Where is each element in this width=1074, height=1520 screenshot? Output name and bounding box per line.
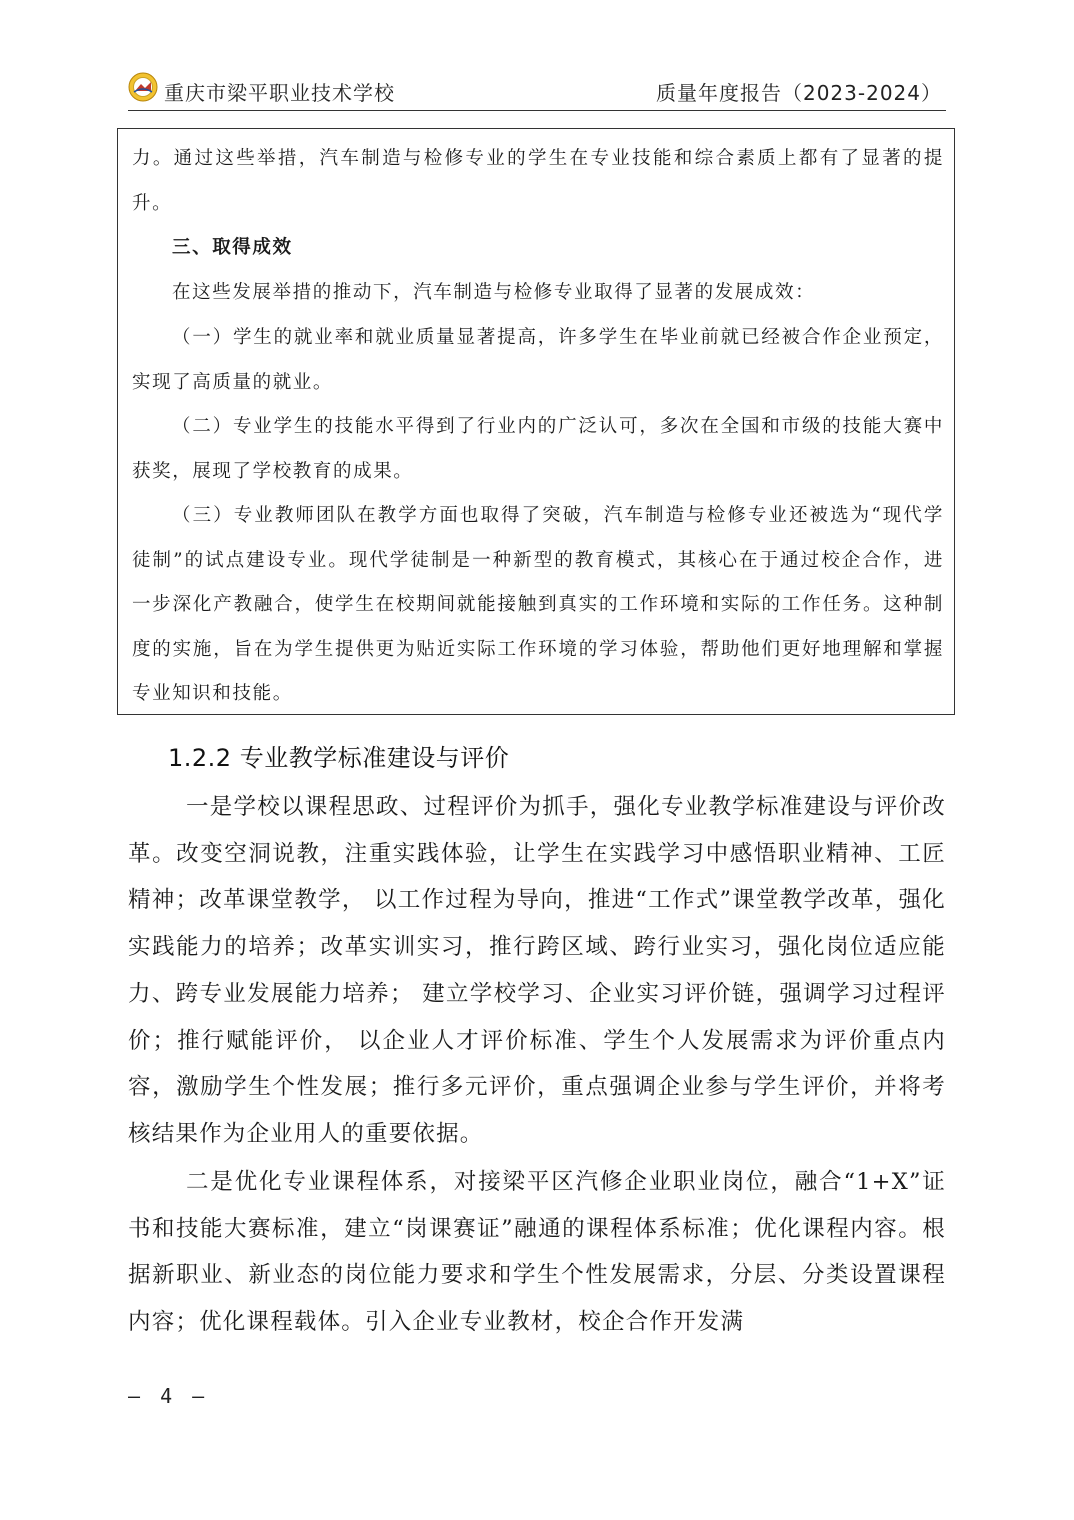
school-emblem-icon — [128, 72, 158, 102]
box-heading: 三、取得成效 — [172, 237, 293, 258]
results-box — [117, 128, 955, 715]
section-heading: 1.2.2 专业教学标准建设与评价 — [168, 744, 510, 772]
box-continued-paragraph: 力。通过这些举措，汽车制造与检修专业的学生在专业技能和综合素质上都有了显著的提升。 — [132, 148, 944, 214]
page-header — [128, 70, 946, 110]
box-item-1: （一）学生的就业率和就业质量显著提高，许多学生在毕业前就已经被合作企业预定，实现了高质量的就业。 — [132, 327, 944, 393]
box-item-2: （二）专业学生的技能水平得到了行业内的广泛认可，多次在全国和市级的技能大赛中获奖，展现了学校教育的成果。 — [132, 416, 944, 482]
body-paragraph-2: 二是优化专业课程体系，对接梁平区汽修企业职业岗位，融合“1+X”证书和技能大赛标准，建立“岗课赛证”融通的课程体系标准；优化课程内容。根据新职业、新业态的岗位能力要求和学生个性发展需求，分层、分类设置课程内容；优化课程载体。引入企业专业教材，校企合作开发满 — [128, 1169, 946, 1336]
box-intro: 在这些发展举措的推动下，汽车制造与检修专业取得了显著的发展成效： — [172, 282, 816, 303]
box-item-3: （三）专业教师团队在教学方面也取得了突破，汽车制造与检修专业还被选为“现代学徒制”的试点建设专业。现代学徒制是一种新型的教育模式，其核心在于通过校企合作，进一步深化产教融合，使学生在校期间就能接触到真实的工作环境和实际的工作任务。这种制度的实施，旨在为学生提供更为贴近实际工作环境的学习体验，帮助他们更好地理解和掌握专业知识和技能。 — [132, 505, 944, 704]
page-number: – 4 – — [128, 1384, 209, 1408]
school-name: 重庆市梁平职业技术学校 — [164, 81, 395, 105]
header-divider — [128, 110, 946, 111]
report-title: 质量年度报告（2023-2024） — [655, 81, 942, 105]
body-paragraph-1: 一是学校以课程思政、过程评价为抓手，强化专业教学标准建设与评价改革。改变空洞说教，注重实践体验，让学生在实践学习中感悟职业精神、工匠精神；改革课堂教学， 以工作过程为导向，推进“工作式”课堂教学改革，强化实践能力的培养；改革实训实习，推行跨区域、跨行业实习，强化岗位适应能力、跨专业发展能力培养； 建立学校学习、企业实习评价链，强调学习过程评价；推行赋能评价， 以企业人才评价标准、学生个人发展需求为评价重点内容，激励学生个性发展；推行多元评价，重点强调企业参与学生评价，并将考核结果作为企业用人的重要依据。 — [128, 794, 946, 1147]
